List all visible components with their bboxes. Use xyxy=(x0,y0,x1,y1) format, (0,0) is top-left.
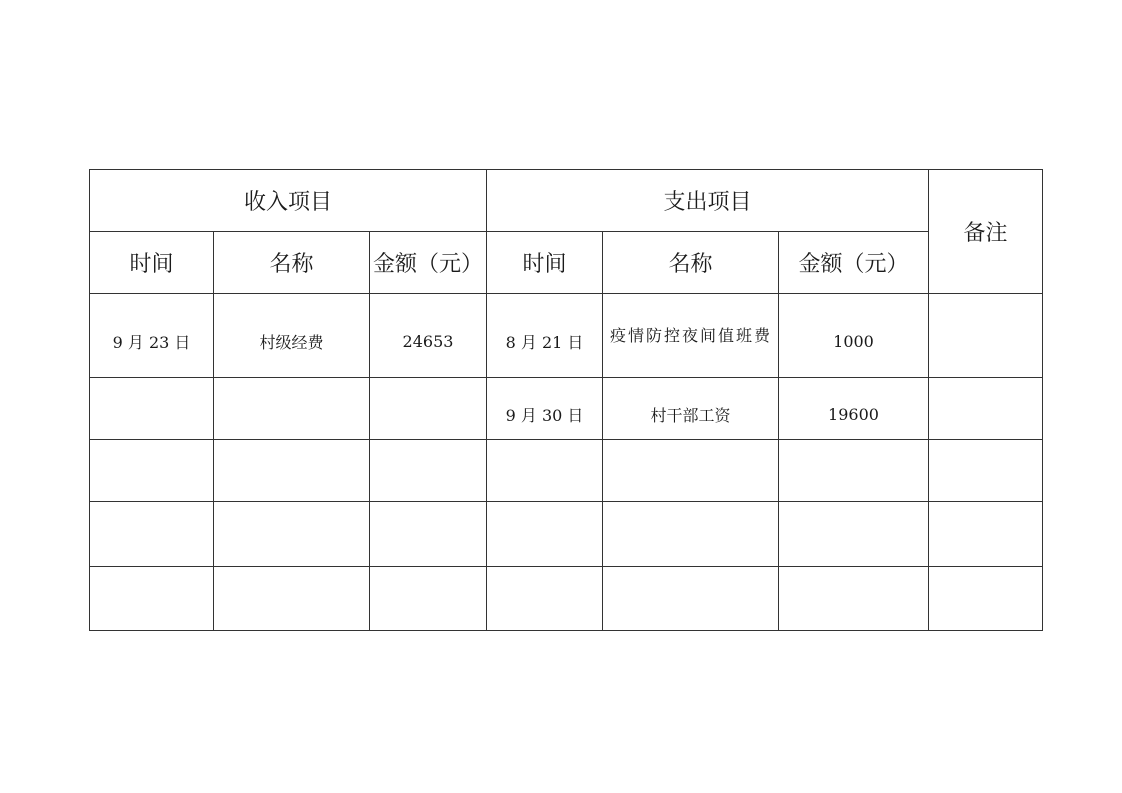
table-row xyxy=(90,378,1043,440)
remark-cell xyxy=(929,440,1043,502)
income-amount-cell xyxy=(370,567,487,631)
remark-header: 备注 xyxy=(929,170,1043,294)
income-time-cell xyxy=(90,567,214,631)
income-amount-cell: 24653 xyxy=(370,294,487,378)
remark-cell xyxy=(929,294,1043,378)
income-time-cell xyxy=(90,502,214,567)
expense-name-cell: 村干部工资 xyxy=(603,378,779,440)
expense-time-cell: 9 月 30 日 xyxy=(487,378,603,440)
income-time-header: 时间 xyxy=(90,232,214,294)
expense-items-header: 支出项目 xyxy=(487,170,929,232)
expense-amount-header: 金额（元） xyxy=(779,232,929,294)
expense-amount-cell xyxy=(779,502,929,567)
income-name-header: 名称 xyxy=(214,232,370,294)
expense-time-cell xyxy=(487,502,603,567)
expense-amount-cell: 1000 xyxy=(779,294,929,378)
expense-time-header: 时间 xyxy=(487,232,603,294)
income-time-cell xyxy=(90,440,214,502)
income-amount-cell xyxy=(370,440,487,502)
table-row xyxy=(90,294,1043,378)
expense-amount-cell xyxy=(779,567,929,631)
table-row xyxy=(90,567,1043,631)
expense-name-header: 名称 xyxy=(603,232,779,294)
expense-amount-cell: 19600 xyxy=(779,378,929,440)
expense-name-cell xyxy=(603,567,779,631)
expense-amount-cell xyxy=(779,440,929,502)
income-expense-table xyxy=(89,169,1043,631)
income-amount-cell xyxy=(370,502,487,567)
expense-time-cell: 8 月 21 日 xyxy=(487,294,603,378)
income-name-cell xyxy=(214,502,370,567)
income-name-cell: 村级经费 xyxy=(214,294,370,378)
expense-name-cell xyxy=(603,440,779,502)
income-name-cell xyxy=(214,440,370,502)
expense-time-cell xyxy=(487,440,603,502)
income-amount-cell xyxy=(370,378,487,440)
income-time-cell xyxy=(90,378,214,440)
income-amount-header: 金额（元） xyxy=(370,232,487,294)
remark-cell xyxy=(929,567,1043,631)
income-items-header: 收入项目 xyxy=(90,170,487,232)
remark-cell xyxy=(929,378,1043,440)
expense-name-cell xyxy=(603,502,779,567)
income-time-cell: 9 月 23 日 xyxy=(90,294,214,378)
expense-time-cell xyxy=(487,567,603,631)
income-name-cell xyxy=(214,567,370,631)
table-row xyxy=(90,502,1043,567)
remark-cell xyxy=(929,502,1043,567)
expense-name-cell: 疫情防控夜间值班费 xyxy=(603,294,779,378)
income-name-cell xyxy=(214,378,370,440)
table-row xyxy=(90,440,1043,502)
